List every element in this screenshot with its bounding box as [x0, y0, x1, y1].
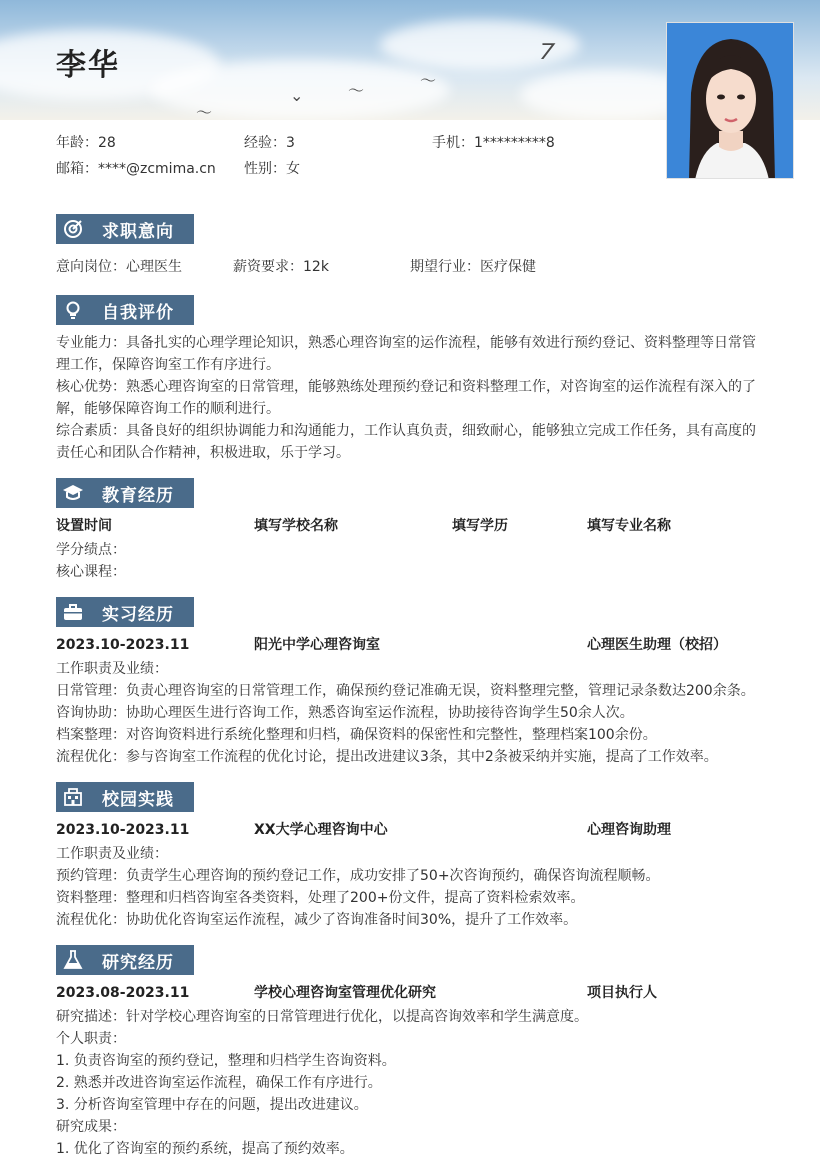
self-line: 核心优势：熟悉心理咨询室的日常管理，能够熟练处理预约登记和资料整理工作，对咨询室的运作流程有深入的了 — [56, 379, 756, 395]
lightbulb-icon — [58, 295, 88, 325]
section-header-self — [56, 295, 194, 325]
campus-line: 工作职责及业绩： — [56, 846, 168, 862]
research-line: 3. 分析咨询室管理中存在的问题，提出改进建议。 — [56, 1097, 368, 1113]
briefcase-icon — [58, 597, 88, 627]
bird-icon: 〜 — [420, 71, 437, 90]
section-title: 求职意向 — [102, 221, 174, 242]
edu-gpa: 学分绩点： — [56, 542, 126, 558]
self-line: 解，能够保障咨询工作的顺利进行。 — [56, 401, 280, 417]
flask-icon — [58, 945, 88, 975]
building-icon — [58, 782, 88, 812]
edu-major: 填写专业名称 — [587, 518, 671, 534]
section-title: 研究经历 — [102, 952, 174, 973]
intent-industry: 期望行业：医疗保健 — [410, 259, 536, 275]
bird-icon: 𝈒 — [540, 40, 556, 65]
research-org: 学校心理咨询室管理优化研究 — [254, 985, 436, 1001]
info-experience: 经验：3 — [244, 135, 295, 151]
info-gender: 性别：女 — [244, 161, 300, 177]
intern-time: 2023.10-2023.11 — [56, 637, 190, 653]
info-age: 年龄：28 — [56, 135, 116, 151]
info-email: 邮箱：****@zcmima.cn — [56, 161, 216, 177]
bird-icon: ⌄ — [290, 86, 304, 105]
edu-time: 设置时间 — [56, 518, 112, 534]
research-time: 2023.08-2023.11 — [56, 985, 190, 1001]
section-header-intent — [56, 214, 194, 244]
research-line: 研究描述：针对学校心理咨询室的日常管理进行优化，以提高咨询效率和学生满意度。 — [56, 1009, 588, 1025]
campus-line: 流程优化：协助优化咨询室运作流程，减少了咨询准备时间30%，提升了工作效率。 — [56, 912, 578, 928]
research-line: 个人职责： — [56, 1031, 126, 1047]
section-title: 教育经历 — [102, 485, 174, 506]
research-line: 1. 负责咨询室的预约登记，整理和归档学生咨询资料。 — [56, 1053, 396, 1069]
research-role: 项目执行人 — [587, 985, 657, 1001]
section-title: 校园实践 — [102, 789, 174, 810]
section-title: 自我评价 — [102, 302, 174, 323]
bird-icon: 〜 — [196, 103, 213, 120]
self-line: 理工作，保障咨询室工作有序进行。 — [56, 357, 280, 373]
campus-line: 预约管理：负责学生心理咨询的预约登记工作，成功安排了50+次咨询预约，确保咨询流程顺畅。 — [56, 868, 660, 884]
info-phone: 手机：1*********8 — [432, 135, 555, 151]
research-line: 研究成果： — [56, 1119, 126, 1135]
graduation-cap-icon — [58, 478, 88, 508]
profile-photo — [666, 22, 794, 179]
campus-role: 心理咨询助理 — [587, 822, 671, 838]
intern-line: 咨询协助：协助心理医生进行咨询工作，熟悉咨询室运作流程，协助接待咨询学生50余人次。 — [56, 705, 634, 721]
intern-line: 日常管理：负责心理咨询室的日常管理工作，确保预约登记准确无误，资料整理完整，管理记录条数达200余条。 — [56, 683, 755, 699]
intern-line: 工作职责及业绩： — [56, 661, 168, 677]
edu-school: 填写学校名称 — [254, 518, 338, 534]
section-header-campus — [56, 782, 194, 812]
edu-courses: 核心课程： — [56, 564, 126, 580]
self-line: 专业能力：具备扎实的心理学理论知识，熟悉心理咨询室的运作流程，能够有效进行预约登记、资料整理等日常管 — [56, 335, 756, 351]
intern-role: 心理医生助理（校招） — [587, 637, 727, 653]
self-line: 综合素质：具备良好的组织协调能力和沟通能力，工作认真负责，细致耐心，能够独立完成工作任务，具有高度的 — [56, 423, 756, 439]
research-line: 2. 熟悉并改进咨询室运作流程，确保工作有序进行。 — [56, 1075, 382, 1091]
intent-salary: 薪资要求：12k — [233, 259, 329, 275]
research-line: 1. 优化了咨询室的预约系统，提高了预约效率。 — [56, 1141, 354, 1157]
intern-org: 阳光中学心理咨询室 — [254, 637, 380, 653]
campus-line: 资料整理：整理和归档咨询室各类资料，处理了200+份文件，提高了资料检索效率。 — [56, 890, 585, 906]
section-header-education — [56, 478, 194, 508]
campus-org: XX大学心理咨询中心 — [254, 822, 388, 838]
intent-position: 意向岗位：心理医生 — [56, 259, 182, 275]
section-header-research — [56, 945, 194, 975]
intern-line: 流程优化：参与咨询室工作流程的优化讨论，提出改进建议3条，其中2条被采纳并实施，提高了工作效率。 — [56, 749, 718, 765]
edu-degree: 填写学历 — [452, 518, 508, 534]
section-header-internship — [56, 597, 194, 627]
self-line: 责任心和团队合作精神，积极进取，乐于学习。 — [56, 445, 350, 461]
campus-time: 2023.10-2023.11 — [56, 822, 190, 838]
target-icon — [58, 214, 88, 244]
intern-line: 档案整理：对咨询资料进行系统化整理和归档，确保资料的保密性和完整性，整理档案100余份。 — [56, 727, 657, 743]
candidate-name: 李华 — [56, 48, 120, 83]
bird-icon: 〜 — [348, 81, 365, 100]
section-title: 实习经历 — [102, 604, 174, 625]
